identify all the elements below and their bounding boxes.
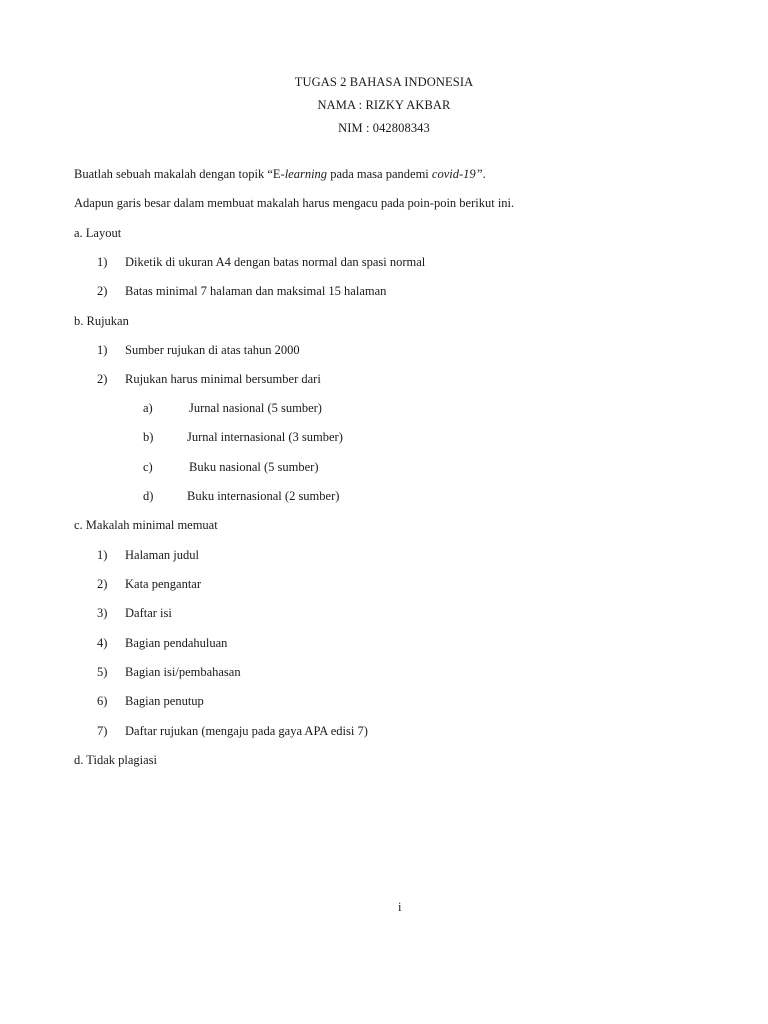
page-number: i <box>398 900 402 914</box>
intro-text-end: . <box>482 167 486 181</box>
sub-list-item-letter: b) <box>143 430 154 444</box>
list-item-text: Halaman judul <box>125 548 199 562</box>
sub-list-item-text: Buku nasional (5 sumber) <box>189 460 319 474</box>
list-item-number: 3) <box>97 606 108 620</box>
sub-list-item-text: Jurnal nasional (5 sumber) <box>189 401 322 415</box>
sub-list-item-text: Buku internasional (2 sumber) <box>187 489 340 503</box>
document-title: TUGAS 2 BAHASA INDONESIA <box>294 75 474 89</box>
list-item-text: Diketik di ukuran A4 dengan batas normal dan spasi normal <box>125 255 426 269</box>
list-item-number: 1) <box>97 548 108 562</box>
list-item-text: Sumber rujukan di atas tahun 2000 <box>125 343 300 357</box>
sub-list-item-letter: a) <box>143 401 153 415</box>
intro-text-middle: pada masa pandemi <box>327 167 432 181</box>
section-a-heading: a. Layout <box>74 226 122 240</box>
list-item-number: 2) <box>97 284 108 298</box>
section-d-heading: d. Tidak plagiasi <box>74 753 157 767</box>
list-item-text: Batas minimal 7 halaman dan maksimal 15 halaman <box>125 284 387 298</box>
list-item-number: 6) <box>97 694 108 708</box>
list-item-number: 1) <box>97 343 108 357</box>
list-item-text: Bagian pendahuluan <box>125 636 228 650</box>
section-b-heading: b. Rujukan <box>74 314 129 328</box>
list-item-number: 4) <box>97 636 108 650</box>
list-item-text: Kata pengantar <box>125 577 202 591</box>
list-item-number: 7) <box>97 724 108 738</box>
intro-text-before: Buatlah sebuah makalah dengan topik “E- <box>74 167 285 181</box>
intro-italic-covid: covid-19” <box>431 167 483 181</box>
section-c-heading: c. Makalah minimal memuat <box>74 518 218 532</box>
list-item-text: Rujukan harus minimal bersumber dari <box>125 372 321 386</box>
sub-list-item-text: Jurnal internasional (3 sumber) <box>187 430 343 444</box>
intro-paragraph-topic <box>74 168 486 181</box>
list-item-text: Bagian isi/pembahasan <box>125 665 241 679</box>
list-item-number: 2) <box>97 577 108 591</box>
student-nim: NIM : 042808343 <box>338 121 430 135</box>
student-name: NAMA : RIZKY AKBAR <box>317 98 451 112</box>
sub-list-item-letter: d) <box>143 489 154 503</box>
intro-italic-learning: learning <box>284 167 328 181</box>
sub-list-item-letter: c) <box>143 460 153 474</box>
list-item-text: Daftar isi <box>125 606 172 620</box>
list-item-text: Bagian penutup <box>125 694 204 708</box>
list-item-text: Daftar rujukan (mengaju pada gaya APA edisi 7) <box>125 724 368 738</box>
list-item-number: 2) <box>97 372 108 386</box>
list-item-number: 5) <box>97 665 108 679</box>
intro-paragraph-guideline: Adapun garis besar dalam membuat makalah harus mengacu pada poin-poin berikut ini. <box>74 196 515 210</box>
list-item-number: 1) <box>97 255 108 269</box>
